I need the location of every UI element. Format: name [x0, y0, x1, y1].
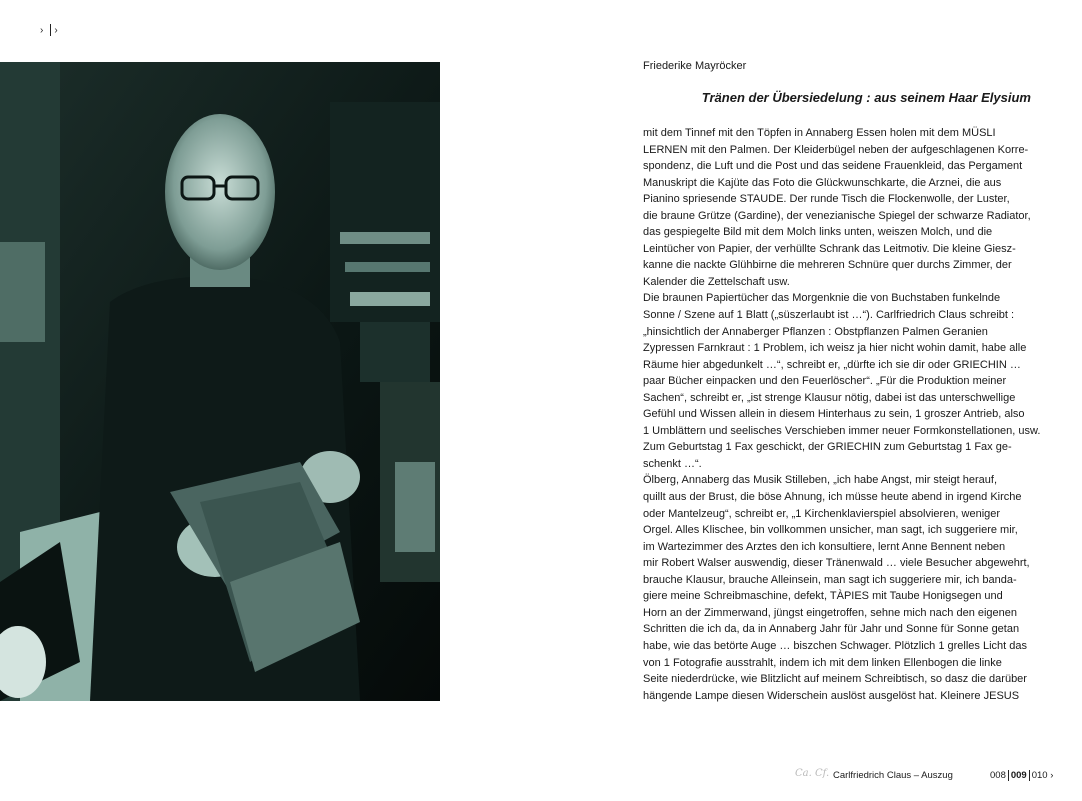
text-line: schenkt …“. [643, 457, 702, 470]
text-line: die braune Grütze (Gardine), der venezianische Spiegel der schwarze Radiator, [643, 209, 1031, 222]
text-line: Schritten die ich da, da in Annaberg Jahr für Jahr und Sonne für Sonne getan [643, 623, 1020, 636]
text-line: spondenz, die Luft und die Post und das seidene Frauenkleid, das Pergament [643, 160, 1023, 173]
text-line: Die braunen Papiertücher das Morgenknie die von Buchstaben funkelnde [643, 292, 1001, 305]
text-line: quillt aus der Brust, die böse Ahnung, ich müsse heute abend in irgend Kirche [643, 491, 1022, 504]
text-line: „hinsichtlich der Annaberger Pflanzen : Obstpflanzen Palmen Geranien [643, 325, 988, 338]
text-line: Gefühl und Wissen allein in diesem Hinterhaus zu sein, 1 groszer Antrieb, also [643, 408, 1025, 421]
text-line: Kalender die Zettelschaft usw. [643, 275, 790, 288]
text-line: kanne die nackte Glühbirne die mehreren Schnüre quer durchs Zimmer, der [643, 259, 1012, 272]
body-text [643, 125, 1041, 704]
page-current: 009 [1010, 770, 1027, 782]
page-divider [1029, 770, 1030, 781]
page-prev-link[interactable]: 008 [990, 770, 1006, 782]
text-line: 1 Umblättern und seelisches Verschieben immer neuer Formkonstellationen, usw. [643, 424, 1041, 437]
text-line: von 1 Fotografie ausstrahlt, indem ich mit dem linken Ellenbogen die linke [643, 656, 1002, 669]
text-line: Leintücher von Papier, der verhüllte Schrank das Leitmotiv. Die kleine Giesz- [643, 242, 1016, 255]
text-line: Horn an der Zimmerwand, jüngst eingetroffen, sehne mich nach den eigenen [643, 606, 1018, 619]
text-line: Sonne / Szene auf 1 Blatt („süszerlaubt ist …“). Carlfriedrich Claus schreibt : [643, 309, 1015, 322]
nav-divider [50, 24, 51, 36]
text-line: Räume hier abgedunkelt …“, schreibt er, „dürfte ich sie dir oder GRIECHIN … [643, 358, 1021, 371]
text-line: das gespiegelte Bild mit dem Molch links unten, weiszen Molch, und die [643, 226, 993, 239]
text-line: brauche Klausur, brauche Alleinsein, man sagt ich suggeriere mir, ich banda- [643, 573, 1017, 586]
page-numbers [990, 770, 1053, 781]
top-page-nav [40, 24, 62, 36]
page-footer [0, 768, 1082, 788]
text-line: giere meine Schreibmaschine, defekt, TÀPIES mit Taube Honigsegen und [643, 590, 1003, 603]
text-line: habe, wie das betörte Auge … biszchen Schwager. Plötzlich 1 grelles Licht das [643, 639, 1028, 652]
text-line: paar Bücher einpacken und den Feuerlöscher“. „Für die Produktion meiner [643, 375, 1007, 388]
text-line: hängende Lampe diesen Widerschein auslöst ausgelöst hat. Kleinere JESUS [643, 689, 1020, 702]
text-line: Orgel. Alles Klischee, bin vollkommen unsicher, man sagt, ich suggeriere mir, [643, 524, 1018, 537]
text-line: Seite niederdrücke, wie Blitzlicht auf meinem Schreibtisch, so dasz die darüber [643, 673, 1027, 686]
page-next-link[interactable]: 010 › [1031, 770, 1054, 782]
prev-page-arrow[interactable]: › [40, 24, 44, 36]
text-line: Pianino spriesende STAUDE. Der runde Tisch die Flockenwolle, der Luster, [643, 193, 1010, 206]
text-line: oder Mantelzeug“, schreibt er, „1 Kirchenklavierspiel absolvieren, weniger [643, 507, 1001, 520]
text-line: Manuskript die Kajüte das Foto die Glückwunschkarte, die Arznei, die aus [643, 176, 1002, 189]
text-line: Zypressen Farnkraut : 1 Problem, ich weisz ja hier nicht wohin damit, habe alle [643, 342, 1027, 355]
text-line: Sachen“, schreibt er, „ist strenge Klausur nötig, dabei ist das unterschwellige [643, 391, 1016, 404]
text-line: Zum Geburtstag 1 Fax geschickt, der GRIECHIN zum Geburtstag 1 Fax ge- [643, 441, 1012, 454]
text-title: Tränen der Übersiedelung : aus seinem Haar Elysium [701, 90, 1031, 105]
text-line: mit dem Tinnef mit den Töpfen in Annaberg Essen holen mit dem MÜSLI [643, 127, 996, 139]
text-line: im Wartezimmer des Arztes den ich konsultiere, lernt Anne Bennent neben [643, 540, 1006, 553]
next-page-arrow[interactable]: › [54, 24, 58, 36]
text-line: Ölberg, Annaberg das Musik Stilleben, „ich habe Angst, mir steigt herauf, [643, 474, 998, 487]
author-name: Friederike Mayröcker [643, 60, 747, 72]
author-photo [0, 62, 440, 701]
page-divider [1008, 770, 1009, 781]
text-line: LERNEN mit den Palmen. Der Kleiderbügel neben der aufgeschlagenen Korre- [643, 143, 1029, 156]
footer-label: Carlfriedrich Claus – Auszug [833, 770, 953, 781]
text-line: mir Robert Walser auswendig, dieser Tränenwald … viele Besucher abgewehrt, [643, 557, 1030, 570]
signature-watermark: Ca. Cf. [795, 768, 830, 779]
